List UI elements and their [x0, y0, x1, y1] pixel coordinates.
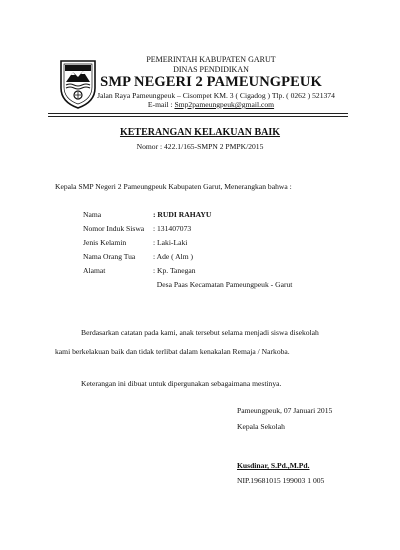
field-label-gender: Jenis Kelamin [83, 238, 127, 247]
field-label-address: Alamat [83, 266, 106, 275]
intro-text: Kepala SMP Negeri 2 Pameungpeuk Kabupaten Garut, Menerangkan bahwa : [55, 182, 292, 191]
field-label-name: Nama [83, 210, 102, 219]
document-title: KETERANGAN KELAKUAN BAIK [119, 127, 281, 138]
email-link[interactable]: Smp2pameungpeuk@gmail.com [174, 100, 275, 109]
letterhead-rule-thick [48, 113, 348, 114]
department-name: DINAS PENDIDIKAN [173, 65, 249, 74]
email-label: E-mail : [147, 100, 175, 109]
field-value-address: : Kp. Tanegan [153, 266, 196, 275]
signer-role: Kepala Sekolah [237, 422, 285, 431]
field-value-address-line2: Desa Paas Kecamatan Pameungpeuk - Garut [153, 280, 293, 289]
school-name: SMP NEGERI 2 PAMEUNGPEUK [100, 74, 322, 90]
field-value-gender: : Laki-Laki [153, 238, 188, 247]
letterhead-rule-thin [48, 116, 348, 117]
place-date: Pameungpeuk, 07 Januari 2015 [237, 406, 333, 415]
field-value-name: : RUDI RAHAYU [153, 210, 212, 219]
document-number: Nomor : 422.1/165-SMPN 2 PMPK/2015 [136, 142, 264, 151]
signer-nip: NIP.19681015 199003 1 005 [237, 476, 325, 485]
field-value-student-id: : 131407073 [153, 224, 192, 233]
statement-paragraph-line2: kami berkelakuan baik dan tidak terlibat dalam kenakalan Remaja / Narkoba. [55, 347, 290, 356]
statement-paragraph-line1: Berdasarkan catatan pada kami, anak tersebut selama menjadi siswa disekolah [81, 328, 319, 337]
signer-name: Kusdinar, S.Pd.,M.Pd. [237, 461, 310, 470]
school-email-line [0, 100, 400, 109]
closing-paragraph: Keterangan ini dibuat untuk dipergunakan sebagaimana mestinya. [81, 379, 282, 388]
field-value-parent: : Ade ( Alm ) [153, 252, 194, 261]
field-label-parent: Nama Orang Tua [83, 252, 136, 261]
government-name: PEMERINTAH KABUPATEN GARUT [146, 55, 276, 64]
field-label-student-id: Nomor Induk Siswa [83, 224, 145, 233]
school-address: Jalan Raya Pameungpeuk – Cisompet KM. 3 ( Cigadog ) Tlp. ( 0262 ) 521374 [97, 91, 335, 100]
